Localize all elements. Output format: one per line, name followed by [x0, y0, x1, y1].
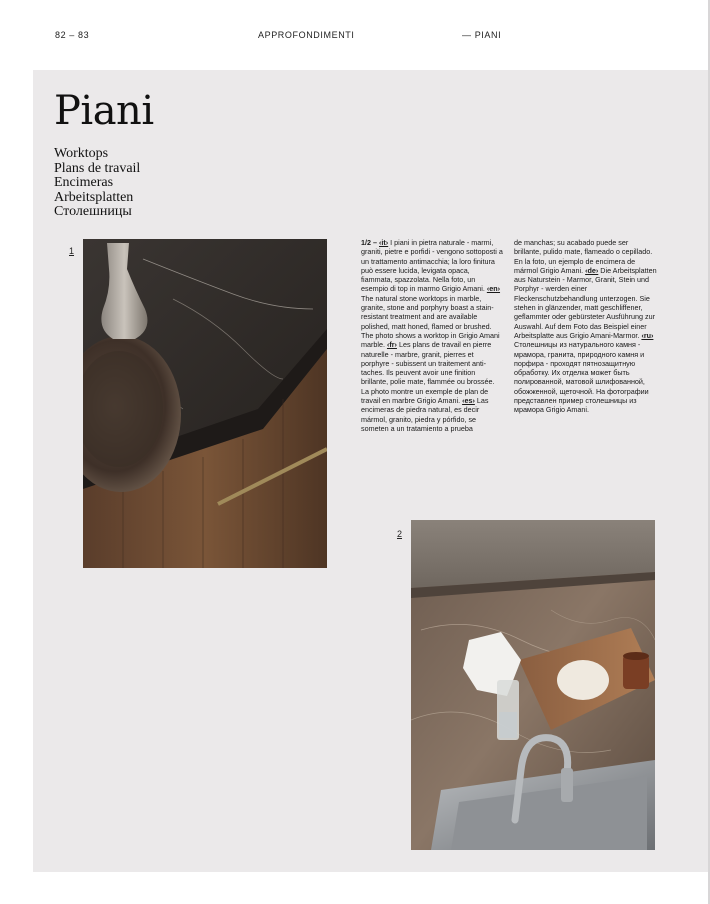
section-label: APPROFONDIMENTI — [258, 30, 355, 40]
text-it: I piani in pietra naturale - marmi, graniti, pietre e porfidi - vengono sottoposti a un trattamento antimacchia; la loro finitura può essere lucida, levigata opaca, fiammata, spazzolata. Nella foto, un esempio di top in marmo Grigio Amani. — [361, 238, 503, 294]
text-es-part-1: Las encimeras de piedra natural, es decir mármol, granito, piedra y pórfido, se someten a un tratamiento a prueba — [361, 396, 489, 433]
text-en: The natural stone worktops in marble, granite, stone and porphyry boast a stain-resistant treatment and are available polished, matt honed, flamed or brushed. The photo shows a worktop in Grigio Amani marble. — [361, 293, 500, 350]
lang-tag-it: ‹it› — [379, 238, 389, 247]
figure-number-1: 1 — [69, 246, 75, 256]
body-text-column-2 — [514, 238, 657, 415]
page-title: Piani — [54, 88, 154, 134]
text-ru: Столешницы из натурального камня - мрамора, гранита, природного камня и порфира - проходят пятнозащитную обработку. Их отделка может быть полированной, матовой шлифованной, обожженной, щеточной. На фотографии представлен пример столешницы из мрамора Grigio Amani. — [514, 340, 649, 415]
figure-number-2: 2 — [397, 529, 403, 539]
text-es-part-2: de manchas; su acabado puede ser brillante, pulido mate, flameado o cepillado. En la foto, un ejemplo de encimera de mármol Grigio Amani. — [514, 238, 653, 275]
figure-reference: 1/2 – — [361, 238, 377, 247]
translation-en: Worktops — [54, 146, 109, 161]
lang-tag-fr: ‹fr› — [386, 340, 397, 350]
translation-es: Encimeras — [54, 175, 114, 191]
lang-tag-en: ‹en› — [486, 284, 501, 294]
page-header — [0, 0, 710, 70]
lang-tag-ru: ‹ru› — [641, 330, 654, 340]
translation-de: Arbeitsplatten — [54, 189, 134, 205]
lang-tag-es: ‹es› — [462, 396, 475, 406]
kitchen-sink-photo — [411, 520, 655, 850]
translation-fr: Plans de travail — [54, 160, 141, 176]
title-translations — [54, 147, 140, 220]
translation-ru: Столешницы — [54, 204, 132, 220]
text-de: Die Arbeitsplatten aus Naturstein - Marmor, Granit, Stein und Porphyr - werden einer Fleckenschutzbehandlung unterzogen. Sie stehen in glänzender, matt geschliffener, geflammter oder gebürsteter Ausführung zur Auswahl. Auf dem Foto das Beispiel einer Arbeitsplatte aus Grigio Amani-Marmor. — [514, 265, 657, 340]
topic-label: — PIANI — [462, 30, 502, 40]
stone-worktop-photo — [83, 239, 327, 568]
page-numbers: 82 – 83 — [55, 30, 90, 40]
body-text-column-1 — [361, 238, 503, 433]
text-fr: Les plans de travail en pierre naturelle - marbre, granit, pierres et porphyre - subissent un traitement anti-taches. Ils peuvent avoir une finition brillante, polie mate, flammée ou brossée. La photo montre un exemple de plan de travail en marbre Grigio Amani. — [361, 340, 495, 406]
lang-tag-de: ‹de› — [585, 265, 599, 275]
